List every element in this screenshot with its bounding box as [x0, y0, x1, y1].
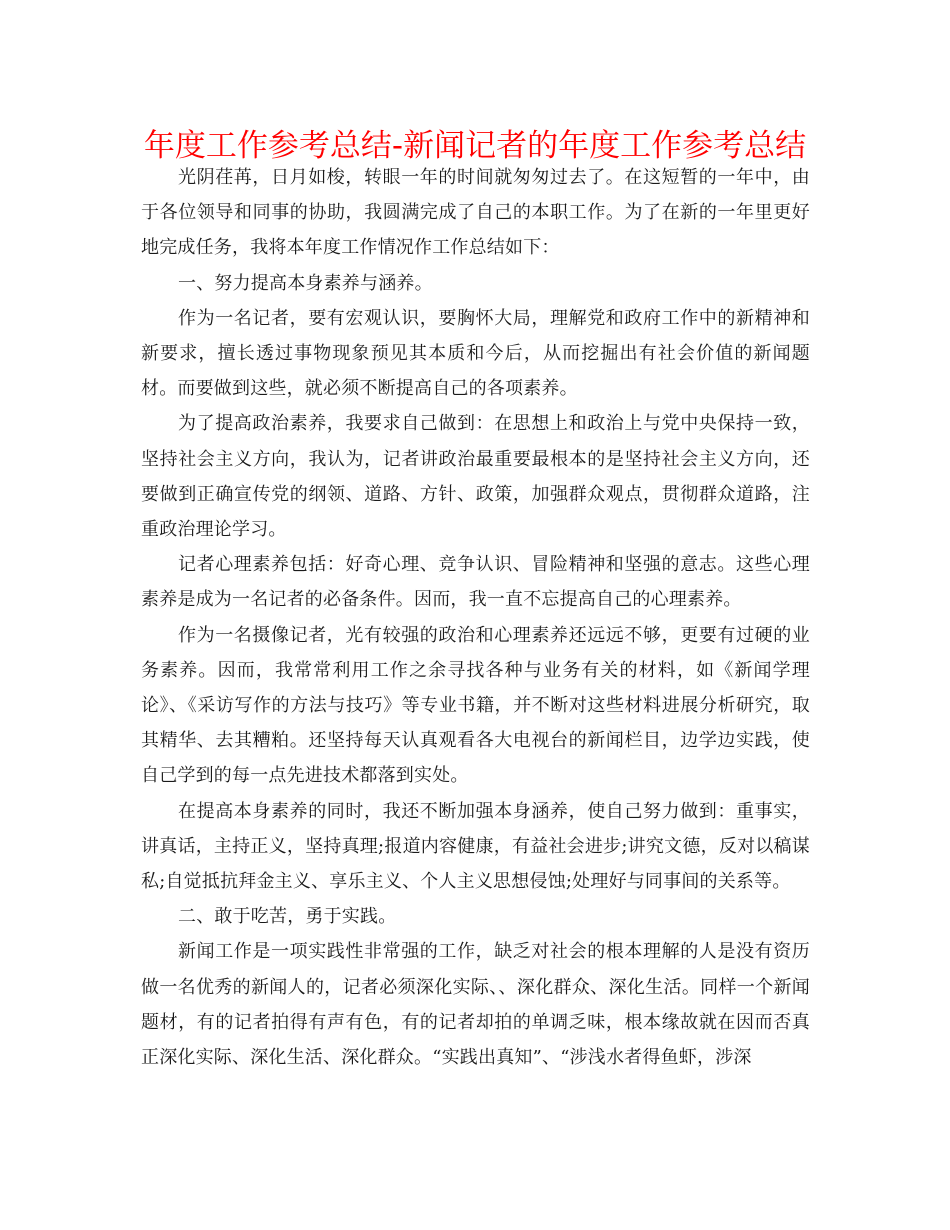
document-body — [141, 160, 810, 1075]
paragraph: 新闻工作是一项实践性非常强的工作，缺乏对社会的根本理解的人是没有资历做一名优秀的新闻人的，记者必须深化实际、、深化群众、深化生活。同样一个新闻题材，有的记者拍得有声有色，有的记者却拍的单调乏味，根本缘故就在因而否真正深化实际、深化生活、深化群众。“实践出真知”、“涉浅水者得鱼虾，涉深 — [141, 941, 810, 1069]
paragraph: 为了提高政治素养，我要求自己做到：在思想上和政治上与党中央保持一致，坚持社会主义方向，我认为，记者讲政治最重要最根本的是坚持社会主义方向，还要做到正确宣传党的纲领、道路、方针、政策，加强群众观点，贯彻群众道路，注重政治理论学习。 — [141, 413, 810, 541]
paragraph: 作为一名摄像记者，光有较强的政治和心理素养还远远不够，更要有过硬的业务素养。因而，我常常利用工作之余寻找各种与业务有关的材料，如《新闻学理论》、《采访写作的方法与技巧》等专业书籍，并不断对这些材料进展分析研究，取其精华、去其糟粕。还坚持每天认真观看各大电视台的新闻栏目，边学边实践，使自己学到的每一点先进技术都落到实处。 — [141, 624, 810, 787]
paragraph-intro: 光阴荏苒，日月如梭，转眼一年的时间就匆匆过去了。在这短暂的一年中，由于各位领导和同事的协助，我圆满完成了自己的本职工作。为了在新的一年里更好地完成任务，我将本年度工作情况作工作总结如下： — [141, 167, 810, 259]
paragraph: 作为一名记者，要有宏观认识，要胸怀大局，理解党和政府工作中的新精神和新要求，擅长透过事物现象预见其本质和今后，从而挖掘出有社会价值的新闻题材。而要做到这些，就必须不断提高自己的各项素养。 — [141, 307, 810, 400]
section-heading-1: 一、努力提高本身素养与涵养。 — [178, 272, 433, 294]
section-heading-2: 二、敢于吃苦，勇于实践。 — [178, 906, 397, 928]
document-title: 年度工作参考总结-新闻记者的年度工作参考总结 — [143, 128, 807, 164]
paragraph: 在提高本身素养的同时，我还不断加强本身涵养，使自己努力做到：重事实，讲真话，主持正义，坚持真理;报道内容健康，有益社会进步;讲究文德，反对以稿谋私;自觉抵抗拜金主义、享乐主义、个人主义思想侵蚀;处理好与同事间的关系等。 — [141, 800, 810, 893]
paragraph: 记者心理素养包括：好奇心理、竞争认识、冒险精神和坚强的意志。这些心理素养是成为一名记者的必备条件。因而，我一直不忘提高自己的心理素养。 — [141, 554, 810, 611]
